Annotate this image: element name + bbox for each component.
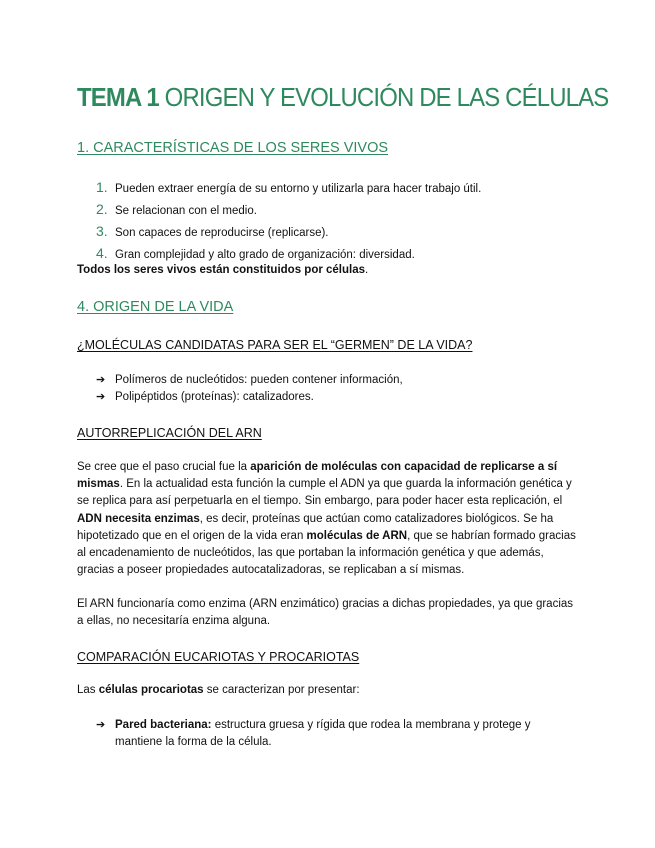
cells-statement-end: .: [365, 264, 369, 276]
text-run: Las: [77, 684, 99, 696]
text-run-bold: moléculas de ARN: [306, 529, 408, 542]
list-item: [96, 198, 481, 220]
cells-statement-bold: Todos los seres vivos están constituidos por células: [77, 264, 366, 276]
characteristics-list: [96, 176, 481, 264]
list-item: [96, 372, 403, 389]
title-rest: ORIGEN Y EVOLUCIÓN DE LAS CÉLULAS: [158, 82, 609, 112]
autoreplication-heading: AUTORREPLICACIÓN DEL ARN: [77, 426, 262, 440]
list-text: Gran complejidad y alto grado de organización: diversidad.: [115, 249, 415, 261]
list-text: Se relacionan con el medio.: [115, 205, 257, 217]
list-text: Pueden extraer energía de su entorno y utilizarla para hacer trabajo útil.: [115, 183, 482, 195]
cells-statement: [77, 262, 368, 278]
title-bold: TEMA 1: [77, 82, 159, 112]
candidates-heading: ¿MOLÉCULAS CANDIDATAS PARA SER EL “GERMEN” DE LA VIDA?: [77, 338, 473, 352]
list-text: Polipéptidos (proteínas): catalizadores.: [115, 391, 314, 403]
list-number: 1.: [96, 179, 108, 195]
list-text: Polímeros de nucleótidos: pueden contener información,: [115, 374, 403, 386]
section1-heading: 1. CARACTERÍSTICAS DE LOS SERES VIVOS: [77, 140, 389, 156]
arrow-icon: ➔: [96, 391, 106, 403]
text-run: , es decir, proteínas que actúan como catalizadores biológicos. Se ha hipotetizado que en el origen de la vida eran: [77, 512, 554, 542]
section4-heading: 4. ORIGEN DE LA VIDA: [77, 299, 234, 315]
autoreplication-paragraph: [77, 459, 582, 579]
text-run: , que se habrían formado gracias al encadenamiento de nucleótidos, las que portaban la información genética y que además, gracias a poseer propiedades autocatalizadoras, se replicaban a sí mismas.: [77, 529, 576, 577]
text-run-bold: aparición de moléculas con capacidad de replicarse a sí mismas: [77, 461, 558, 491]
text-run: se caracterizan por presentar:: [203, 684, 360, 696]
list-item: [96, 220, 481, 242]
page-title: [77, 82, 608, 112]
list-number: 2.: [96, 201, 108, 217]
text-run-bold: ADN necesita enzimas: [77, 512, 200, 525]
text-run: . En la actualidad esta función la cumple el ADN ya que guarda la información genética y se replica para así perpetuarla en el tiempo. Sin embargo, para poder hacer esta replicación, el: [77, 478, 572, 508]
prokaryote-intro: [77, 682, 582, 699]
list-item: [96, 389, 403, 406]
candidates-list: [96, 372, 403, 406]
arrow-icon: ➔: [96, 374, 106, 386]
list-text-bold: Pared bacteriana:: [115, 719, 212, 731]
arrow-icon: ➔: [96, 719, 106, 731]
text-run-bold: células procariotas: [98, 684, 204, 696]
list-item: [96, 242, 481, 264]
arn-enzyme-paragraph: El ARN funcionaría como enzima (ARN enzimático) gracias a dichas propiedades, ya que gracias a ellas, no necesitaría enzima alguna.: [77, 598, 574, 628]
comparison-heading: COMPARACIÓN EUCARIOTAS Y PROCARIOTAS: [77, 650, 360, 664]
list-number: 4.: [96, 245, 108, 261]
list-item: [96, 176, 481, 198]
list-text: estructura gruesa y rígida que rodea la membrana y protege y mantiene la forma de la célula.: [115, 719, 531, 748]
list-text: Son capaces de reproducirse (replicarse).: [115, 227, 329, 239]
text-run: Se cree que el paso crucial fue la: [77, 461, 251, 473]
list-item: [96, 717, 566, 751]
prokaryote-features-list: [96, 717, 566, 751]
list-number: 3.: [96, 223, 108, 239]
